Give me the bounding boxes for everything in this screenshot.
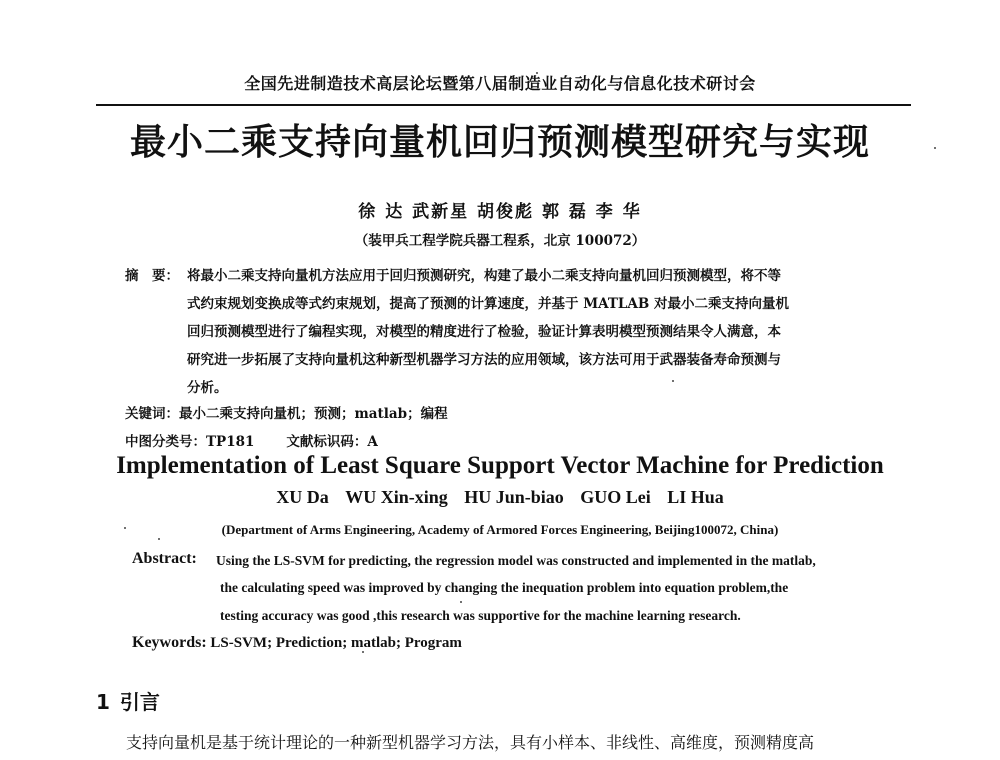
author-en: XU Da — [276, 487, 329, 507]
abstract-label-cn: 摘 要： — [125, 268, 179, 284]
section-heading — [96, 686, 160, 715]
scan-speck — [124, 527, 126, 529]
authors-en — [0, 487, 1000, 508]
scan-speck — [460, 601, 462, 603]
scan-speck — [536, 72, 538, 74]
body-paragraph-line: 支持向量机是基于统计理论的一种新型机器学习方法，具有小样本、非线性、高维度，预测精度高 — [126, 733, 815, 752]
keywords-en — [132, 634, 462, 652]
keywords-cn: 关键词：最小二乘支持向量机；预测；matlab；编程 — [125, 406, 448, 422]
scan-speck — [362, 651, 364, 653]
affiliation-cn: （装甲兵工程学院兵器工程系，北京 100072） — [354, 233, 646, 249]
section-number: 1 — [96, 690, 110, 714]
document-code: 文献标识码：A — [286, 434, 378, 450]
conference-header: 全国先进制造技术高层论坛暨第八届制造业自动化与信息化技术研讨会 — [244, 74, 756, 93]
abstract-cn-line: 分析。 — [187, 380, 228, 396]
abstract-label-en: Abstract: — [132, 550, 197, 567]
classification-number: 中图分类号：TP181 — [125, 434, 255, 450]
paper-title-en: Implementation of Least Square Support Vector Machine for Prediction — [116, 452, 884, 479]
author-en: HU Jun-biao — [464, 487, 564, 507]
abstract-cn-line: 将最小二乘支持向量机方法应用于回归预测研究，构建了最小二乘支持向量机回归预测模型，将不等 — [187, 268, 781, 284]
abstract-en-line: the calculating speed was improved by changing the inequation problem into equation problem,the — [220, 580, 789, 595]
scan-speck — [158, 538, 160, 540]
abstract-cn-line: 式约束规划变换成等式约束规划，提高了预测的计算速度，并基于 MATLAB 对最小二乘支持向量机 — [187, 296, 790, 312]
scan-speck — [934, 147, 936, 149]
abstract-cn-line: 回归预测模型进行了编程实现，对模型的精度进行了检验，验证计算表明模型预测结果令人满意，本 — [187, 324, 781, 340]
scan-speck — [672, 380, 674, 382]
keywords-text-en: LS-SVM; Prediction; matlab; Program — [210, 635, 462, 651]
authors-cn: 徐 达 武新星 胡俊彪 郭 磊 李 华 — [358, 202, 642, 222]
author-en: GUO Lei — [580, 487, 651, 507]
abstract-en-line: testing accuracy was good ,this research was supportive for the machine learning research. — [220, 608, 741, 623]
abstract-cn-line: 研究进一步拓展了支持向量机这种新型机器学习方法的应用领域，该方法可用于武器装备寿命预测与 — [187, 352, 781, 368]
classification-row — [125, 430, 378, 450]
keywords-label-en: Keywords: — [132, 634, 207, 651]
affiliation-en: (Department of Arms Engineering, Academy of Armored Forces Engineering, Beijing100072, China) — [221, 522, 779, 537]
abstract-en-line: Using the LS-SVM for predicting, the regression model was constructed and implemented in the matlab, — [216, 553, 816, 568]
header-rule — [96, 104, 911, 106]
author-en: LI Hua — [667, 487, 724, 507]
paper-title-cn: 最小二乘支持向量机回归预测模型研究与实现 — [129, 121, 870, 163]
author-en: WU Xin-xing — [345, 487, 448, 507]
section-title: 引言 — [119, 690, 160, 714]
